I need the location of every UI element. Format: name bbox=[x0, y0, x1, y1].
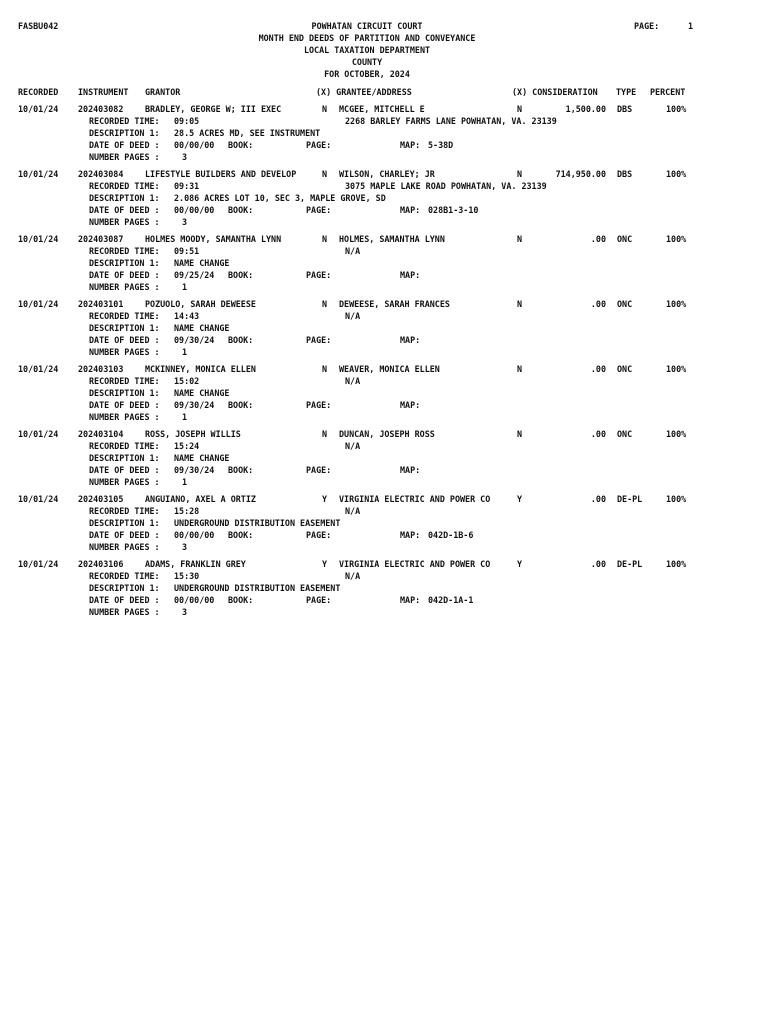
recorded-date: 10/01/24 bbox=[18, 559, 59, 569]
instrument-number: 202403087 bbox=[78, 234, 124, 244]
date-of-deed: 09/30/24 bbox=[174, 400, 215, 410]
recorded-time: 09:51 bbox=[174, 246, 200, 256]
grantor-flag: Y bbox=[322, 494, 328, 504]
consideration-amount: .00 bbox=[590, 234, 606, 244]
number-pages-label: NUMBER PAGES : bbox=[89, 347, 160, 357]
instrument-number: 202403082 bbox=[78, 104, 124, 114]
county: COUNTY bbox=[351, 57, 383, 67]
date-of-deed: 09/25/24 bbox=[174, 270, 215, 280]
description-text: 28.5 ACRES MD, SEE INSTRUMENT bbox=[174, 128, 321, 138]
number-pages: 1 bbox=[182, 282, 188, 292]
deed-type: DE-PL bbox=[617, 559, 643, 569]
number-pages: 3 bbox=[182, 152, 188, 162]
column-header-grantee: (X) GRANTEE/ADDRESS bbox=[316, 87, 412, 97]
column-header-instrument: INSTRUMENT bbox=[78, 87, 129, 97]
description-label: DESCRIPTION 1: bbox=[89, 388, 160, 398]
number-pages: 3 bbox=[182, 607, 188, 617]
column-header-type: TYPE bbox=[616, 87, 637, 97]
recorded-time-label: RECORDED TIME: bbox=[89, 571, 160, 581]
page-label-field: PAGE: bbox=[306, 400, 332, 410]
grantee-flag: N bbox=[517, 104, 523, 114]
date-of-deed-label: DATE OF DEED : bbox=[89, 595, 160, 605]
court-name: POWHATAN CIRCUIT COURT bbox=[311, 21, 423, 31]
date-of-deed: 00/00/00 bbox=[174, 205, 215, 215]
grantor-name: ANGUIANO, AXEL A ORTIZ bbox=[145, 494, 256, 504]
date-of-deed: 00/00/00 bbox=[174, 530, 215, 540]
page-label-field: PAGE: bbox=[306, 140, 332, 150]
recorded-date: 10/01/24 bbox=[18, 494, 59, 504]
percent: 100% bbox=[666, 169, 687, 179]
book-label: BOOK: bbox=[228, 205, 254, 215]
grantee-name: HOLMES, SAMANTHA LYNN bbox=[339, 234, 445, 244]
report-code: FASBU042 bbox=[18, 21, 59, 31]
recorded-time: 15:30 bbox=[174, 571, 200, 581]
book-label: BOOK: bbox=[228, 140, 254, 150]
consideration-amount: 714,950.00 bbox=[555, 169, 606, 179]
grantor-flag: N bbox=[322, 299, 328, 309]
description-label: DESCRIPTION 1: bbox=[89, 258, 160, 268]
deed-type: ONC bbox=[617, 234, 633, 244]
grantee-name: WILSON, CHARLEY; JR bbox=[339, 169, 435, 179]
consideration-amount: .00 bbox=[590, 429, 606, 439]
number-pages: 3 bbox=[182, 542, 188, 552]
page-label: PAGE: bbox=[634, 21, 660, 31]
instrument-number: 202403084 bbox=[78, 169, 124, 179]
percent: 100% bbox=[666, 429, 687, 439]
date-of-deed: 09/30/24 bbox=[174, 465, 215, 475]
deed-type: DBS bbox=[617, 169, 633, 179]
grantee-name: WEAVER, MONICA ELLEN bbox=[339, 364, 440, 374]
grantor-flag: Y bbox=[322, 559, 328, 569]
map-label: MAP: bbox=[400, 335, 421, 345]
recorded-date: 10/01/24 bbox=[18, 299, 59, 309]
column-header-percent: PERCENT bbox=[650, 87, 686, 97]
description-text: NAME CHANGE bbox=[174, 453, 230, 463]
grantee-address: N/A bbox=[345, 311, 361, 321]
percent: 100% bbox=[666, 104, 687, 114]
map-number: 028B1-3-10 bbox=[428, 205, 479, 215]
grantee-address: N/A bbox=[345, 376, 361, 386]
book-label: BOOK: bbox=[228, 465, 254, 475]
instrument-number: 202403101 bbox=[78, 299, 124, 309]
map-label: MAP: bbox=[400, 140, 421, 150]
description-label: DESCRIPTION 1: bbox=[89, 193, 160, 203]
grantee-flag: N bbox=[517, 364, 523, 374]
deed-type: DBS bbox=[617, 104, 633, 114]
description-label: DESCRIPTION 1: bbox=[89, 518, 160, 528]
number-pages: 1 bbox=[182, 477, 188, 487]
recorded-time: 15:28 bbox=[174, 506, 200, 516]
book-label: BOOK: bbox=[228, 270, 254, 280]
description-text: 2.086 ACRES LOT 10, SEC 3, MAPLE GROVE, SD bbox=[174, 193, 386, 203]
grantor-name: ADAMS, FRANKLIN GREY bbox=[145, 559, 246, 569]
page-label-field: PAGE: bbox=[306, 335, 332, 345]
percent: 100% bbox=[666, 559, 687, 569]
grantee-address: 2268 BARLEY FARMS LANE POWHATAN, VA. 23139 bbox=[345, 116, 557, 126]
map-label: MAP: bbox=[400, 205, 421, 215]
grantee-flag: N bbox=[517, 299, 523, 309]
grantor-name: POZUOLO, SARAH DEWEESE bbox=[145, 299, 256, 309]
deed-type: ONC bbox=[617, 429, 633, 439]
book-label: BOOK: bbox=[228, 530, 254, 540]
page-label-field: PAGE: bbox=[306, 270, 332, 280]
map-label: MAP: bbox=[400, 400, 421, 410]
book-label: BOOK: bbox=[228, 595, 254, 605]
instrument-number: 202403106 bbox=[78, 559, 124, 569]
recorded-time-label: RECORDED TIME: bbox=[89, 506, 160, 516]
number-pages-label: NUMBER PAGES : bbox=[89, 477, 160, 487]
recorded-time: 15:24 bbox=[174, 441, 200, 451]
grantor-name: BRADLEY, GEORGE W; III EXEC bbox=[145, 104, 282, 114]
grantee-address: N/A bbox=[345, 441, 361, 451]
grantor-name: HOLMES MOODY, SAMANTHA LYNN bbox=[145, 234, 282, 244]
column-header-consideration: (X) CONSIDERATION bbox=[512, 87, 598, 97]
instrument-number: 202403104 bbox=[78, 429, 124, 439]
recorded-time-label: RECORDED TIME: bbox=[89, 376, 160, 386]
consideration-amount: 1,500.00 bbox=[565, 104, 606, 114]
recorded-time-label: RECORDED TIME: bbox=[89, 441, 160, 451]
number-pages-label: NUMBER PAGES : bbox=[89, 542, 160, 552]
recorded-time: 09:05 bbox=[174, 116, 200, 126]
map-number: 042D-1A-1 bbox=[428, 595, 474, 605]
grantee-name: DUNCAN, JOSEPH ROSS bbox=[339, 429, 435, 439]
grantee-flag: N bbox=[517, 169, 523, 179]
column-header-recorded: RECORDED bbox=[18, 87, 59, 97]
consideration-amount: .00 bbox=[590, 559, 606, 569]
description-text: UNDERGROUND DISTRIBUTION EASEMENT bbox=[174, 518, 341, 528]
recorded-date: 10/01/24 bbox=[18, 104, 59, 114]
book-label: BOOK: bbox=[228, 335, 254, 345]
date-of-deed-label: DATE OF DEED : bbox=[89, 270, 160, 280]
date-of-deed-label: DATE OF DEED : bbox=[89, 530, 160, 540]
number-pages-label: NUMBER PAGES : bbox=[89, 217, 160, 227]
recorded-date: 10/01/24 bbox=[18, 234, 59, 244]
percent: 100% bbox=[666, 364, 687, 374]
grantee-name: VIRGINIA ELECTRIC AND POWER CO bbox=[339, 559, 491, 569]
grantee-address: 3075 MAPLE LAKE ROAD POWHATAN, VA. 23139 bbox=[345, 181, 547, 191]
date-of-deed-label: DATE OF DEED : bbox=[89, 140, 160, 150]
grantee-flag: Y bbox=[517, 494, 523, 504]
grantee-name: MCGEE, MITCHELL E bbox=[339, 104, 425, 114]
recorded-time-label: RECORDED TIME: bbox=[89, 181, 160, 191]
recorded-date: 10/01/24 bbox=[18, 364, 59, 374]
percent: 100% bbox=[666, 299, 687, 309]
grantor-flag: N bbox=[322, 429, 328, 439]
consideration-amount: .00 bbox=[590, 364, 606, 374]
grantee-flag: Y bbox=[517, 559, 523, 569]
map-label: MAP: bbox=[400, 595, 421, 605]
map-label: MAP: bbox=[400, 465, 421, 475]
percent: 100% bbox=[666, 234, 687, 244]
page-label-field: PAGE: bbox=[306, 530, 332, 540]
date-of-deed-label: DATE OF DEED : bbox=[89, 205, 160, 215]
percent: 100% bbox=[666, 494, 687, 504]
description-text: UNDERGROUND DISTRIBUTION EASEMENT bbox=[174, 583, 341, 593]
date-of-deed: 09/30/24 bbox=[174, 335, 215, 345]
description-text: NAME CHANGE bbox=[174, 258, 230, 268]
grantee-name: VIRGINIA ELECTRIC AND POWER CO bbox=[339, 494, 491, 504]
date-of-deed: 00/00/00 bbox=[174, 140, 215, 150]
page-number: 1 bbox=[688, 21, 694, 31]
description-text: NAME CHANGE bbox=[174, 323, 230, 333]
grantee-address: N/A bbox=[345, 506, 361, 516]
deed-type: DE-PL bbox=[617, 494, 643, 504]
grantee-address: N/A bbox=[345, 246, 361, 256]
number-pages-label: NUMBER PAGES : bbox=[89, 607, 160, 617]
recorded-time: 09:31 bbox=[174, 181, 200, 191]
number-pages-label: NUMBER PAGES : bbox=[89, 152, 160, 162]
book-label: BOOK: bbox=[228, 400, 254, 410]
page-label-field: PAGE: bbox=[306, 205, 332, 215]
recorded-time: 15:02 bbox=[174, 376, 200, 386]
date-of-deed-label: DATE OF DEED : bbox=[89, 400, 160, 410]
report-period: FOR OCTOBER, 2024 bbox=[324, 69, 410, 79]
grantee-flag: N bbox=[517, 234, 523, 244]
recorded-time-label: RECORDED TIME: bbox=[89, 116, 160, 126]
description-label: DESCRIPTION 1: bbox=[89, 323, 160, 333]
department: LOCAL TAXATION DEPARTMENT bbox=[303, 45, 431, 55]
grantor-name: MCKINNEY, MONICA ELLEN bbox=[145, 364, 256, 374]
deed-type: ONC bbox=[617, 299, 633, 309]
recorded-time-label: RECORDED TIME: bbox=[89, 311, 160, 321]
recorded-date: 10/01/24 bbox=[18, 429, 59, 439]
recorded-time-label: RECORDED TIME: bbox=[89, 246, 160, 256]
grantor-flag: N bbox=[322, 104, 328, 114]
consideration-amount: .00 bbox=[590, 299, 606, 309]
date-of-deed-label: DATE OF DEED : bbox=[89, 465, 160, 475]
grantor-flag: N bbox=[322, 364, 328, 374]
page-label-field: PAGE: bbox=[306, 465, 332, 475]
column-header-grantor: GRANTOR bbox=[145, 87, 181, 97]
map-label: MAP: bbox=[400, 270, 421, 280]
grantee-flag: N bbox=[517, 429, 523, 439]
description-label: DESCRIPTION 1: bbox=[89, 128, 160, 138]
instrument-number: 202403105 bbox=[78, 494, 124, 504]
consideration-amount: .00 bbox=[590, 494, 606, 504]
grantee-address: N/A bbox=[345, 571, 361, 581]
map-label: MAP: bbox=[400, 530, 421, 540]
page-label-field: PAGE: bbox=[306, 595, 332, 605]
grantor-flag: N bbox=[322, 234, 328, 244]
number-pages: 1 bbox=[182, 412, 188, 422]
number-pages-label: NUMBER PAGES : bbox=[89, 282, 160, 292]
map-number: 042D-1B-6 bbox=[428, 530, 474, 540]
deed-type: ONC bbox=[617, 364, 633, 374]
number-pages: 1 bbox=[182, 347, 188, 357]
recorded-date: 10/01/24 bbox=[18, 169, 59, 179]
date-of-deed: 00/00/00 bbox=[174, 595, 215, 605]
map-number: 5-38D bbox=[428, 140, 454, 150]
instrument-number: 202403103 bbox=[78, 364, 124, 374]
number-pages: 3 bbox=[182, 217, 188, 227]
grantor-flag: N bbox=[322, 169, 328, 179]
description-label: DESCRIPTION 1: bbox=[89, 583, 160, 593]
description-text: NAME CHANGE bbox=[174, 388, 230, 398]
date-of-deed-label: DATE OF DEED : bbox=[89, 335, 160, 345]
grantor-name: ROSS, JOSEPH WILLIS bbox=[145, 429, 241, 439]
grantor-name: LIFESTYLE BUILDERS AND DEVELOP bbox=[145, 169, 297, 179]
recorded-time: 14:43 bbox=[174, 311, 200, 321]
description-label: DESCRIPTION 1: bbox=[89, 453, 160, 463]
report-title: MONTH END DEEDS OF PARTITION AND CONVEYANCE bbox=[258, 33, 476, 43]
number-pages-label: NUMBER PAGES : bbox=[89, 412, 160, 422]
grantee-name: DEWEESE, SARAH FRANCES bbox=[339, 299, 450, 309]
